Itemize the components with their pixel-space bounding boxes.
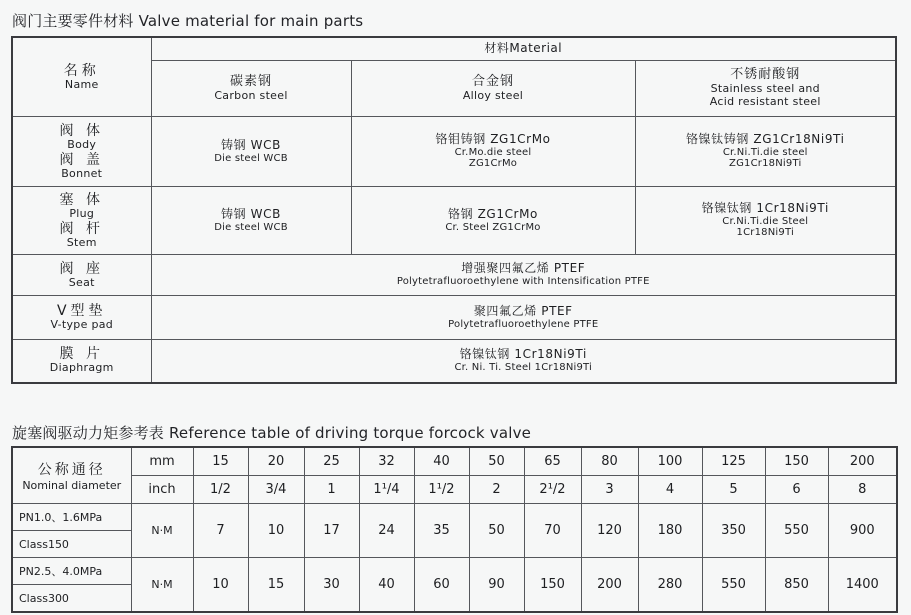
torque-value: 120 [581,504,638,558]
part-name-en: V-type pad [50,318,114,332]
pressure-rating: PN2.5、4.0MPa [12,558,131,585]
part-name-en: Stem [66,235,97,249]
class-rating: Class300 [12,585,131,613]
material-table [11,36,897,384]
grade-en: Alloy steel [462,88,524,102]
grade-stainless-steel [635,61,896,117]
part-name-zh: 阀 座 [59,260,104,277]
mm-value: 32 [359,447,414,476]
material-zh: 铬钼铸钢 ZG1CrMo [435,132,551,147]
table-row [12,558,897,585]
inch-label: inch [131,476,193,504]
mm-value: 50 [469,447,524,476]
torque-table-title: 旋塞阀驱动力矩参考表 Reference table of driving torque forcock valve [12,424,532,442]
mm-value: 200 [828,447,897,476]
material-en: Cr.Ni.Ti.die steel [722,146,808,158]
torque-value: 35 [414,504,469,558]
pressure-rating: PN1.0、1.6MPa [12,504,131,531]
torque-value: 200 [581,558,638,613]
table-row [12,340,896,383]
part-name-en: Body [67,137,97,151]
material-en: Cr.Mo.die steel [454,146,532,158]
merged-material-cell [151,340,896,383]
torque-value: 1400 [828,558,897,613]
grade-zh: 合金钢 [471,73,514,89]
name-header-zh: 名称 [63,62,100,79]
inch-value: 3/4 [248,476,304,504]
material-zh: 铬镍钛铸钢 ZG1Cr18Ni9Ti [685,132,845,147]
class-rating: Class150 [12,531,131,558]
part-name-cell [12,187,151,255]
material-zh: 铬镍钛钢 1Cr18Ni9Ti [701,201,829,216]
torque-value: 60 [414,558,469,613]
mm-value: 40 [414,447,469,476]
inch-value: 5 [702,476,765,504]
inch-value: 6 [765,476,828,504]
torque-value: 70 [524,504,581,558]
inch-value: 2 [469,476,524,504]
material-en: Cr.Ni.Ti.die Steel [722,215,809,227]
nominal-diameter-en: Nominal diameter [22,479,122,492]
material-en: Polytetrafluoroethylene with Intensification PTFE [396,276,650,288]
material-en: Cr. Ni. Ti. Steel 1Cr18Ni9Ti [454,361,593,373]
inch-value: 3 [581,476,638,504]
grade-en: Stainless steel and [710,82,820,96]
part-name-zh: 塞 体 [59,191,104,208]
mm-value: 20 [248,447,304,476]
material-zh: 铸钢 WCB [221,137,281,152]
alloy-material-cell [351,187,635,255]
carbon-material-cell [151,117,351,187]
mm-value: 80 [581,447,638,476]
part-name-zh: V型垫 [56,303,107,320]
torque-value: 350 [702,504,765,558]
nominal-diameter-header [12,447,131,504]
table-row [12,255,896,296]
part-name-en: Diaphragm [49,361,114,375]
inch-row [12,476,897,504]
material-en: Polytetrafluoroethylene PTFE [448,318,599,330]
grade-zh: 不锈耐酸钢 [730,67,801,83]
material-grade: ZG1CrMo [468,158,518,170]
torque-table [11,446,898,613]
inch-value: 8 [828,476,897,504]
grade-alloy-steel [351,61,635,117]
torque-value: 90 [469,558,524,613]
part-name-en: Bonnet [61,166,103,180]
merged-material-cell [151,296,896,340]
inch-value: 1¹/4 [359,476,414,504]
torque-value: 900 [828,504,897,558]
torque-value: 550 [765,504,828,558]
torque-value: 7 [193,504,248,558]
part-name-cell [12,296,151,340]
mm-row [12,447,897,476]
mm-value: 125 [702,447,765,476]
torque-value: 280 [638,558,702,613]
mm-value: 25 [304,447,359,476]
torque-value: 30 [304,558,359,613]
mm-value: 150 [765,447,828,476]
material-table-title: 阀门主要零件材料 Valve material for main parts [12,12,364,30]
part-name-zh: 阀 体 [59,122,104,139]
torque-value: 10 [248,504,304,558]
table-row [12,504,897,531]
mm-value: 15 [193,447,248,476]
torque-value: 17 [304,504,359,558]
torque-value: 550 [702,558,765,613]
nominal-diameter-zh: 公称通径 [37,462,106,478]
table-row [12,117,896,187]
grade-zh: 碳素钢 [229,73,272,89]
inch-value: 1¹/2 [414,476,469,504]
part-name-zh: 阀 杆 [59,220,104,237]
grade-carbon-steel [151,61,351,117]
grade-en: Acid resistant steel [709,94,821,108]
part-name-cell [12,117,151,187]
inch-value: 1/2 [193,476,248,504]
material-zh: 铸钢 WCB [221,206,281,221]
stainless-material-cell [635,187,896,255]
material-grade: ZG1Cr18Ni9Ti [729,158,802,170]
name-header-en: Name [64,77,99,91]
material-zh: 铬钢 ZG1CrMo [448,206,538,221]
inch-value: 1 [304,476,359,504]
torque-value: 150 [524,558,581,613]
material-en: Die steel WCB [214,221,288,233]
part-name-zh: 膜 片 [59,346,104,363]
material-zh: 铬镍钛钢 1Cr18Ni9Ti [459,347,587,362]
torque-value: 15 [248,558,304,613]
torque-value: 180 [638,504,702,558]
stainless-material-cell [635,117,896,187]
torque-value: 24 [359,504,414,558]
material-grade: 1Cr18Ni9Ti [736,227,794,239]
merged-material-cell [151,255,896,296]
table-row [12,187,896,255]
torque-unit: N·M [131,504,193,558]
inch-value: 4 [638,476,702,504]
table-row [12,296,896,340]
torque-unit: N·M [131,558,193,613]
grade-en: Carbon steel [214,88,288,102]
mm-value: 65 [524,447,581,476]
part-name-cell [12,340,151,383]
mm-value: 100 [638,447,702,476]
inch-value: 2¹/2 [524,476,581,504]
alloy-material-cell [351,117,635,187]
part-name-zh: 阀 盖 [59,151,104,168]
material-zh: 增强聚四氟乙烯 PTEF [461,261,586,276]
name-header [12,37,151,117]
mm-label: mm [131,447,193,476]
torque-value: 50 [469,504,524,558]
torque-value: 850 [765,558,828,613]
material-en: Cr. Steel ZG1CrMo [445,221,541,233]
carbon-material-cell [151,187,351,255]
part-name-cell [12,255,151,296]
torque-value: 40 [359,558,414,613]
torque-value: 10 [193,558,248,613]
material-zh: 聚四氟乙烯 PTEF [473,303,573,318]
part-name-en: Plug [69,206,95,220]
material-header: 材料Material [151,37,896,61]
part-name-en: Seat [68,275,95,289]
material-en: Die steel WCB [214,152,288,164]
